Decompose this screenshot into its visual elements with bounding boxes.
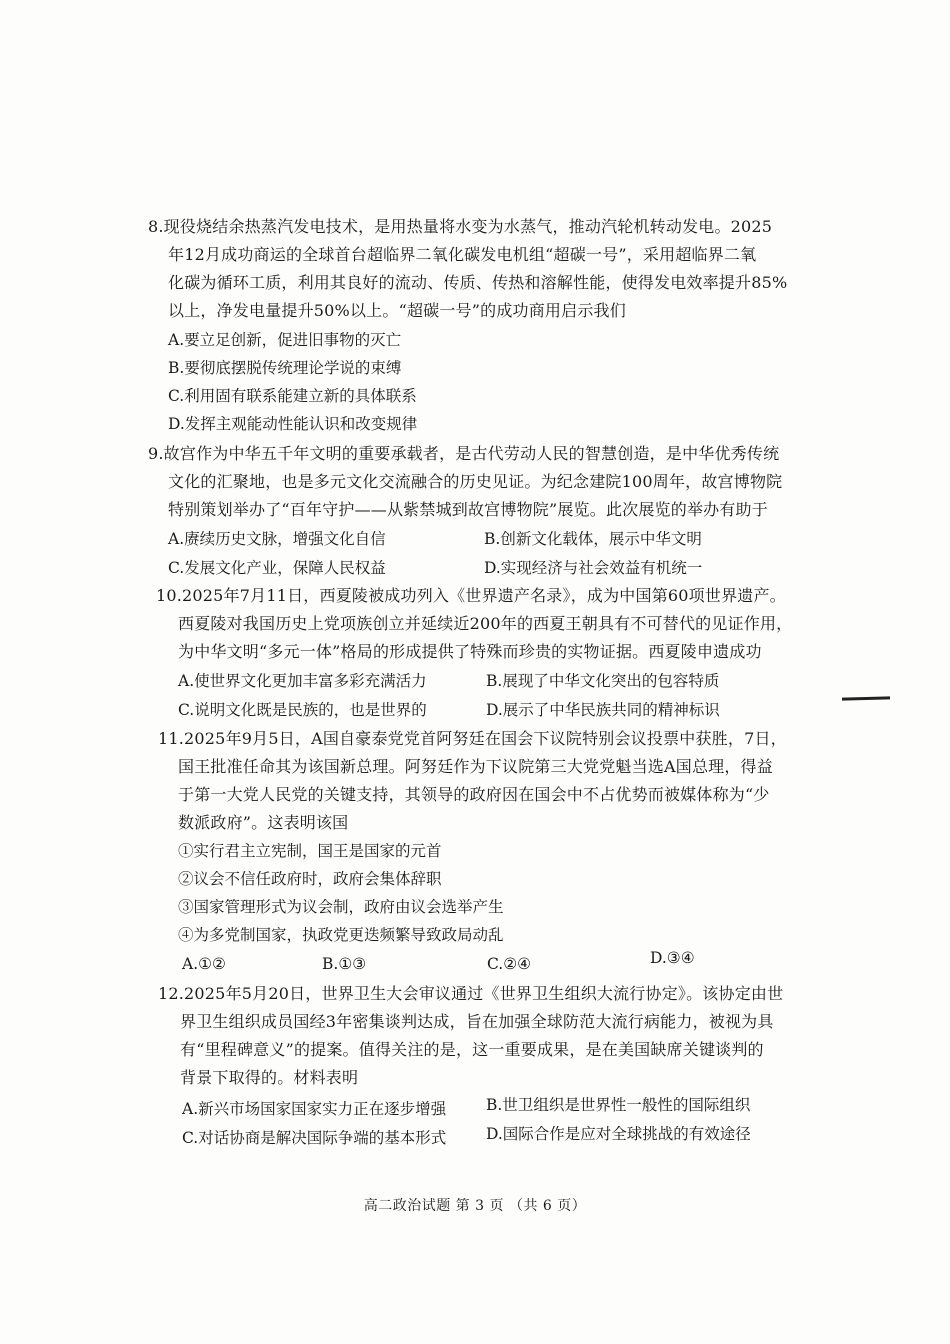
question-11-option-d: D.③④ (650, 949, 695, 967)
question-9-option-a: A.赓续历史文脉，增强文化自信 (168, 530, 386, 548)
question-8-line-4: 以上，净发电量提升50%以上。“超碳一号”的成功商用启示我们 (168, 301, 626, 320)
question-12-option-a: A.新兴市场国家国家实力正在逐步增强 (182, 1100, 447, 1118)
question-8-option-d: D.发挥主观能动性能认识和改变规律 (168, 415, 418, 433)
question-9-line-1: 9.故宫作为中华五千年文明的重要承载者，是古代劳动人民的智慧创造，是中华优秀传统 (148, 444, 780, 463)
question-12-option-d: D.国际合作是应对全球挑战的有效途径 (486, 1125, 751, 1143)
question-11-line-4: 数派政府”。这表明该国 (178, 813, 349, 832)
question-9-option-d: D.实现经济与社会效益有机统一 (484, 559, 703, 577)
question-10-line-3: 为中华文明“多元一体”格局的形成提供了特殊而珍贵的实物证据。西夏陵申遗成功 (178, 642, 762, 661)
question-8-line-1: 8.现役烧结余热蒸汽发电技术，是用热量将水变为水蒸气，推动汽轮机转动发电。2025 (148, 217, 773, 236)
question-11-line-3: 于第一大党人民党的关键支持，其领导的政府因在国会中不占优势而被媒体称为“少 (178, 785, 770, 804)
question-12-option-c: C.对话协商是解决国际争端的基本形式 (182, 1129, 447, 1147)
question-10-line-2: 西夏陵对我国历史上党项族创立并延续近200年的西夏王朝具有不可替代的见证作用， (178, 614, 793, 633)
question-11-option-a: A.①② (182, 955, 226, 973)
question-11-statement-1: ①实行君主立宪制，国王是国家的元首 (178, 842, 442, 860)
page-footer: 高二政治试题 第 3 页 （共 6 页） (363, 1198, 587, 1214)
question-8-option-b: B.要彻底摆脱传统理论学说的束缚 (168, 359, 402, 377)
question-12-line-3: 有“里程碑意义”的提案。值得关注的是，这一重要成果，是在美国缺席关键谈判的 (180, 1040, 764, 1059)
question-10-option-b: B.展现了中华文化突出的包容特质 (486, 672, 720, 690)
question-11-line-1: 11.2025年9月5日，A国自豪泰党党首阿努廷在国会下议院特别会议投票中获胜，7日， (158, 729, 787, 748)
question-8-line-3: 化碳为循环工质，利用其良好的流动、传质、传热和溶解性能，使得发电效率提升85% (168, 273, 788, 292)
question-11-option-b: B.①③ (322, 955, 367, 973)
question-11-statement-2: ②议会不信任政府时，政府会集体辞职 (178, 870, 442, 888)
question-9-line-3: 特别策划举办了“百年守护——从紫禁城到故宫博物院”展览。此次展览的举办有助于 (168, 500, 768, 519)
question-8-line-2: 年12月成功商运的全球首台超临界二氧化碳发电机组“超碳一号”，采用超临界二氧 (168, 245, 757, 264)
question-9-option-c: C.发展文化产业，保障人民权益 (168, 559, 386, 577)
question-8-option-c: C.利用固有联系能建立新的具体联系 (168, 387, 417, 405)
margin-pen-mark (842, 696, 890, 700)
question-11-option-c: C.②④ (487, 955, 532, 973)
question-12-line-2: 界卫生组织成员国经3年密集谈判达成，旨在加强全球防范大流行病能力，被视为具 (180, 1012, 774, 1031)
question-12-line-1: 12.2025年5月20日，世界卫生大会审议通过《世界卫生组织大流行协定》。该协定由世 (158, 984, 784, 1003)
question-11-statement-3: ③国家管理形式为议会制，政府由议会选举产生 (178, 898, 504, 916)
question-11-statement-4: ④为多党制国家，执政党更迭频繁导致政局动乱 (178, 926, 504, 944)
question-11-line-2: 国王批准任命其为该国新总理。阿努廷作为下议院第三大党党魁当选A国总理，得益 (178, 757, 773, 776)
question-10-option-d: D.展示了中华民族共同的精神标识 (486, 701, 720, 719)
question-10-line-1: 10.2025年7月11日，西夏陵被成功列入《世界遗产名录》，成为中国第60项世界遗产。 (156, 586, 786, 605)
question-10-option-c: C.说明文化既是民族的，也是世界的 (178, 701, 427, 719)
question-12-option-b: B.世卫组织是世界性一般性的国际组织 (486, 1096, 751, 1114)
question-12-line-4: 背景下取得的。材料表明 (180, 1068, 359, 1087)
question-8-option-a: A.要立足创新，促进旧事物的灭亡 (168, 331, 402, 349)
question-9-line-2: 文化的汇聚地，也是多元文化交流融合的历史见证。为纪念建院100周年，故宫博物院 (168, 472, 783, 491)
question-10-option-a: A.使世界文化更加丰富多彩充满活力 (178, 672, 427, 690)
question-9-option-b: B.创新文化载体，展示中华文明 (484, 530, 702, 548)
